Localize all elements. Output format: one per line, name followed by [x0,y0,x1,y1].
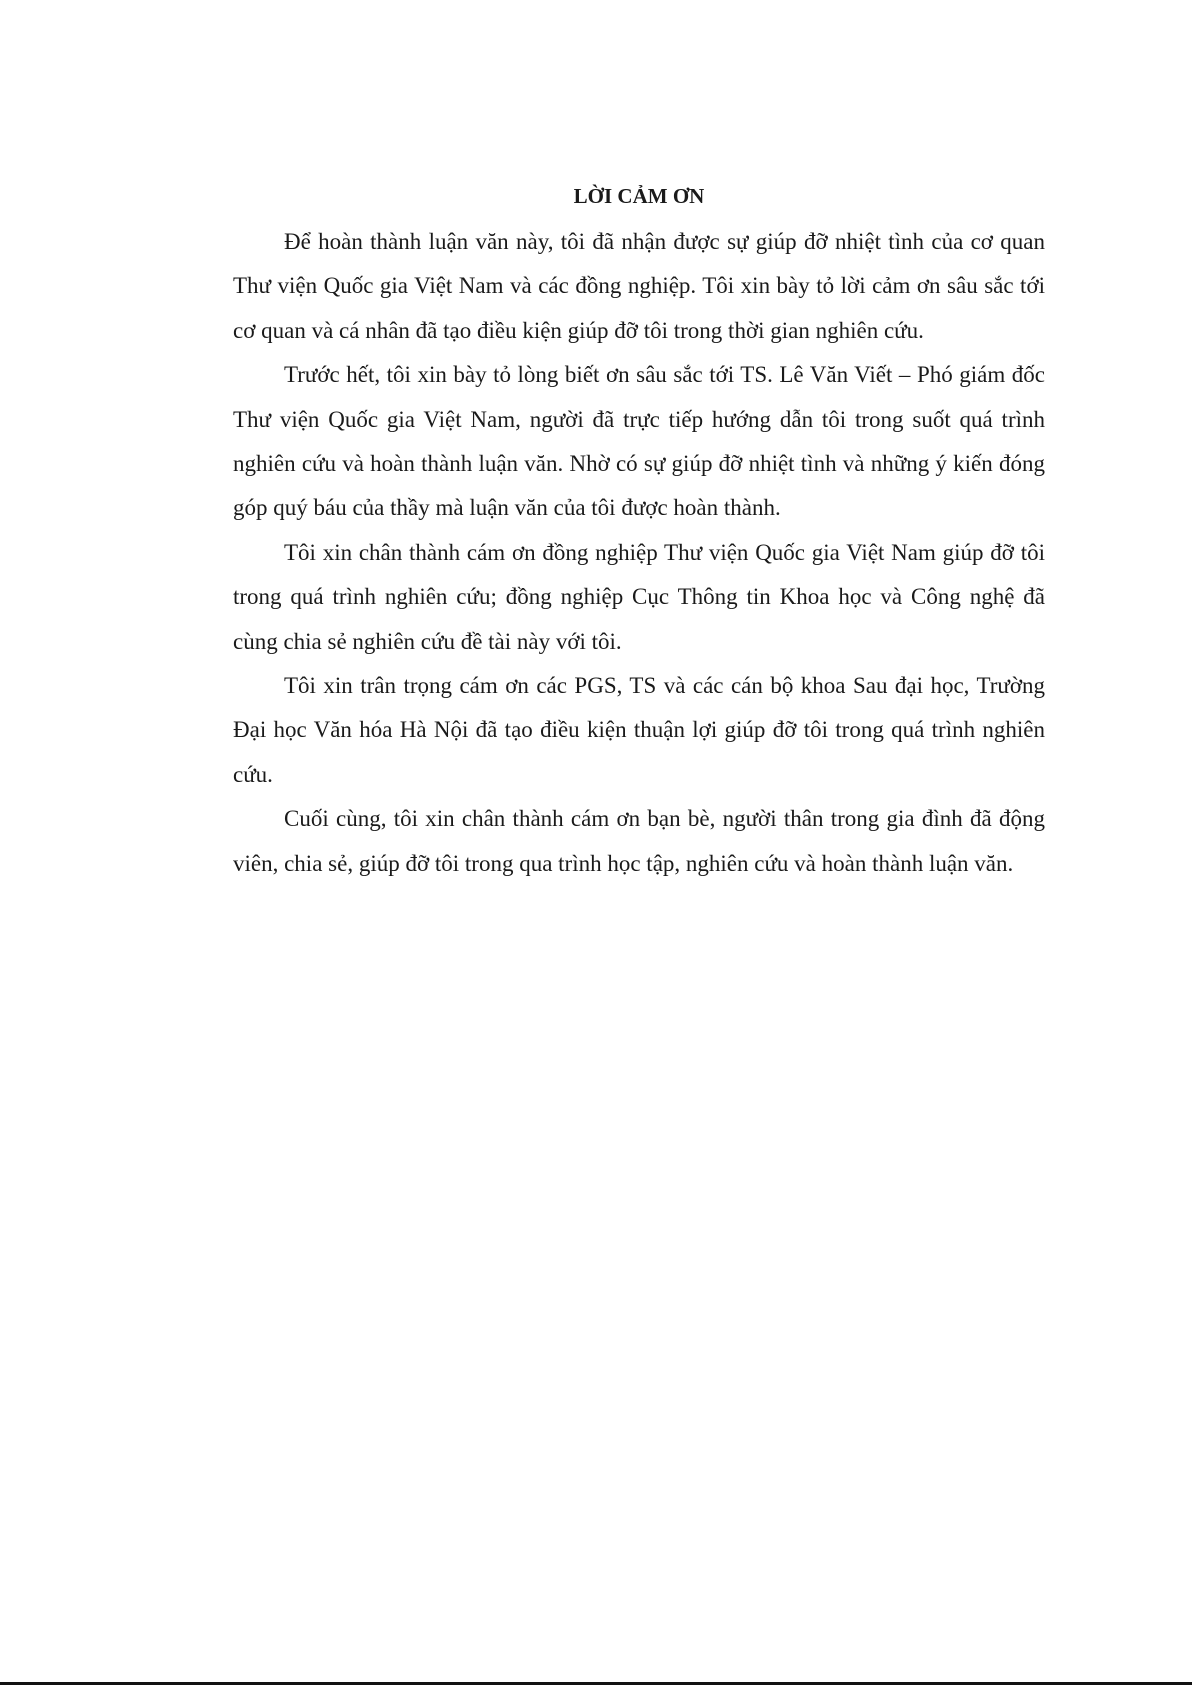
page-title: LỜI CẢM ƠN [573,184,705,208]
paragraph-1: Để hoàn thành luận văn này, tôi đã nhận được sự giúp đỡ nhiệt tình của cơ quan Thư viện Quốc gia Việt Nam và các đồng nghiệp. Tôi xin bày tỏ lời cảm ơn sâu sắc tới cơ quan và cá nhân đã tạo điều kiện giúp đỡ tôi trong thời gian nghiên cứu. [233,229,1045,343]
page-content [233,180,1045,886]
paragraph-4: Tôi xin trân trọng cám ơn các PGS, TS và các cán bộ khoa Sau đại học, Trường Đại học Văn hóa Hà Nội đã tạo điều kiện thuận lợi giúp đỡ tôi trong quá trình nghiên cứu. [233,673,1045,787]
paragraph-3: Tôi xin chân thành cám ơn đồng nghiệp Thư viện Quốc gia Việt Nam giúp đỡ tôi trong quá trình nghiên cứu; đồng nghiệp Cục Thông tin Khoa học và Công nghệ đã cùng chia sẻ nghiên cứu đề tài này với tôi. [233,539,1045,654]
paragraph-5: Cuối cùng, tôi xin chân thành cám ơn bạn bè, người thân trong gia đình đã động viên, chia sẻ, giúp đỡ tôi trong qua trình học tập, nghiên cứu và hoàn thành luận văn. [233,806,1045,876]
paragraph-2: Trước hết, tôi xin bày tỏ lòng biết ơn sâu sắc tới TS. Lê Văn Viết – Phó giám đốc Thư viện Quốc gia Việt Nam, người đã trực tiếp hướng dẫn tôi trong suốt quá trình nghiên cứu và hoàn thành luận văn. Nhờ có sự giúp đỡ nhiệt tình và những ý kiến đóng góp quý báu của thầy mà luận văn của tôi được hoàn thành. [233,362,1045,521]
